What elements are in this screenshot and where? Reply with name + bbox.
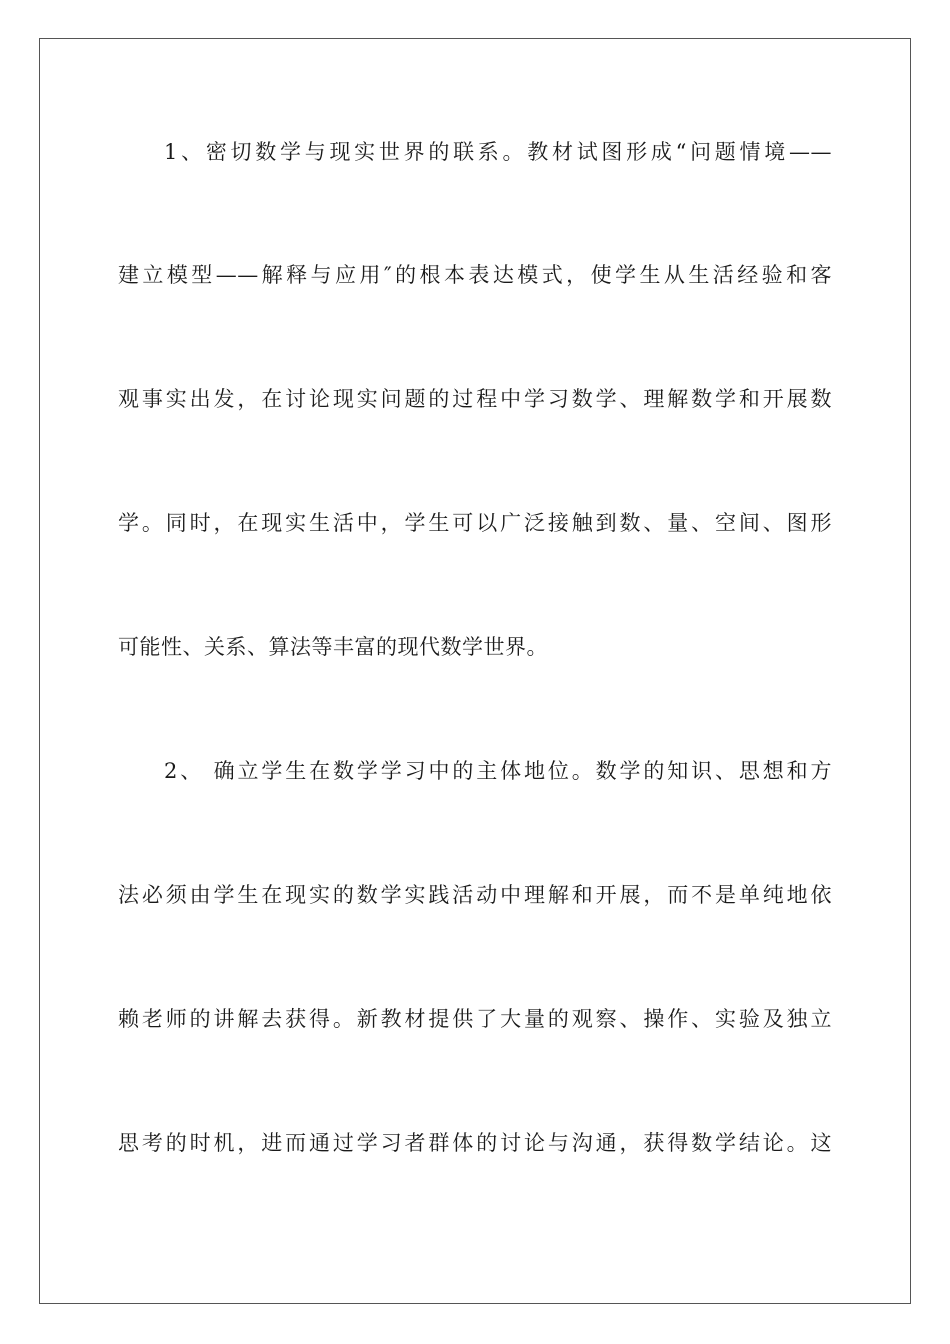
paragraph-1-line-4: 学。同时，在现实生活中，学生可以广泛接触到数、量、空间、图形 xyxy=(118,511,832,535)
paragraph-1-line-5: 可能性、关系、算法等丰富的现代数学世界。 xyxy=(118,635,548,659)
page-border xyxy=(39,38,911,1304)
paragraph-1-line-3: 观事实出发，在讨论现实问题的过程中学习数学、理解数学和开展数 xyxy=(118,387,832,411)
paragraph-2-line-1: 2、 确立学生在数学学习中的主体地位。数学的知识、思想和方 xyxy=(164,759,832,783)
paragraph-1-line-2: 建立模型——解释与应用″的根本表达模式，使学生从生活经验和客 xyxy=(118,263,832,287)
paragraph-1-line-1: 1、密切数学与现实世界的联系。教材试图形成“问题情境—— xyxy=(164,140,832,164)
paragraph-2-line-4: 思考的时机，进而通过学习者群体的讨论与沟通，获得数学结论。这 xyxy=(118,1131,832,1155)
paragraph-2-line-2: 法必须由学生在现实的数学实践活动中理解和开展，而不是单纯地依 xyxy=(118,883,832,907)
paragraph-2-line-3: 赖老师的讲解去获得。新教材提供了大量的观察、操作、实验及独立 xyxy=(118,1007,832,1031)
